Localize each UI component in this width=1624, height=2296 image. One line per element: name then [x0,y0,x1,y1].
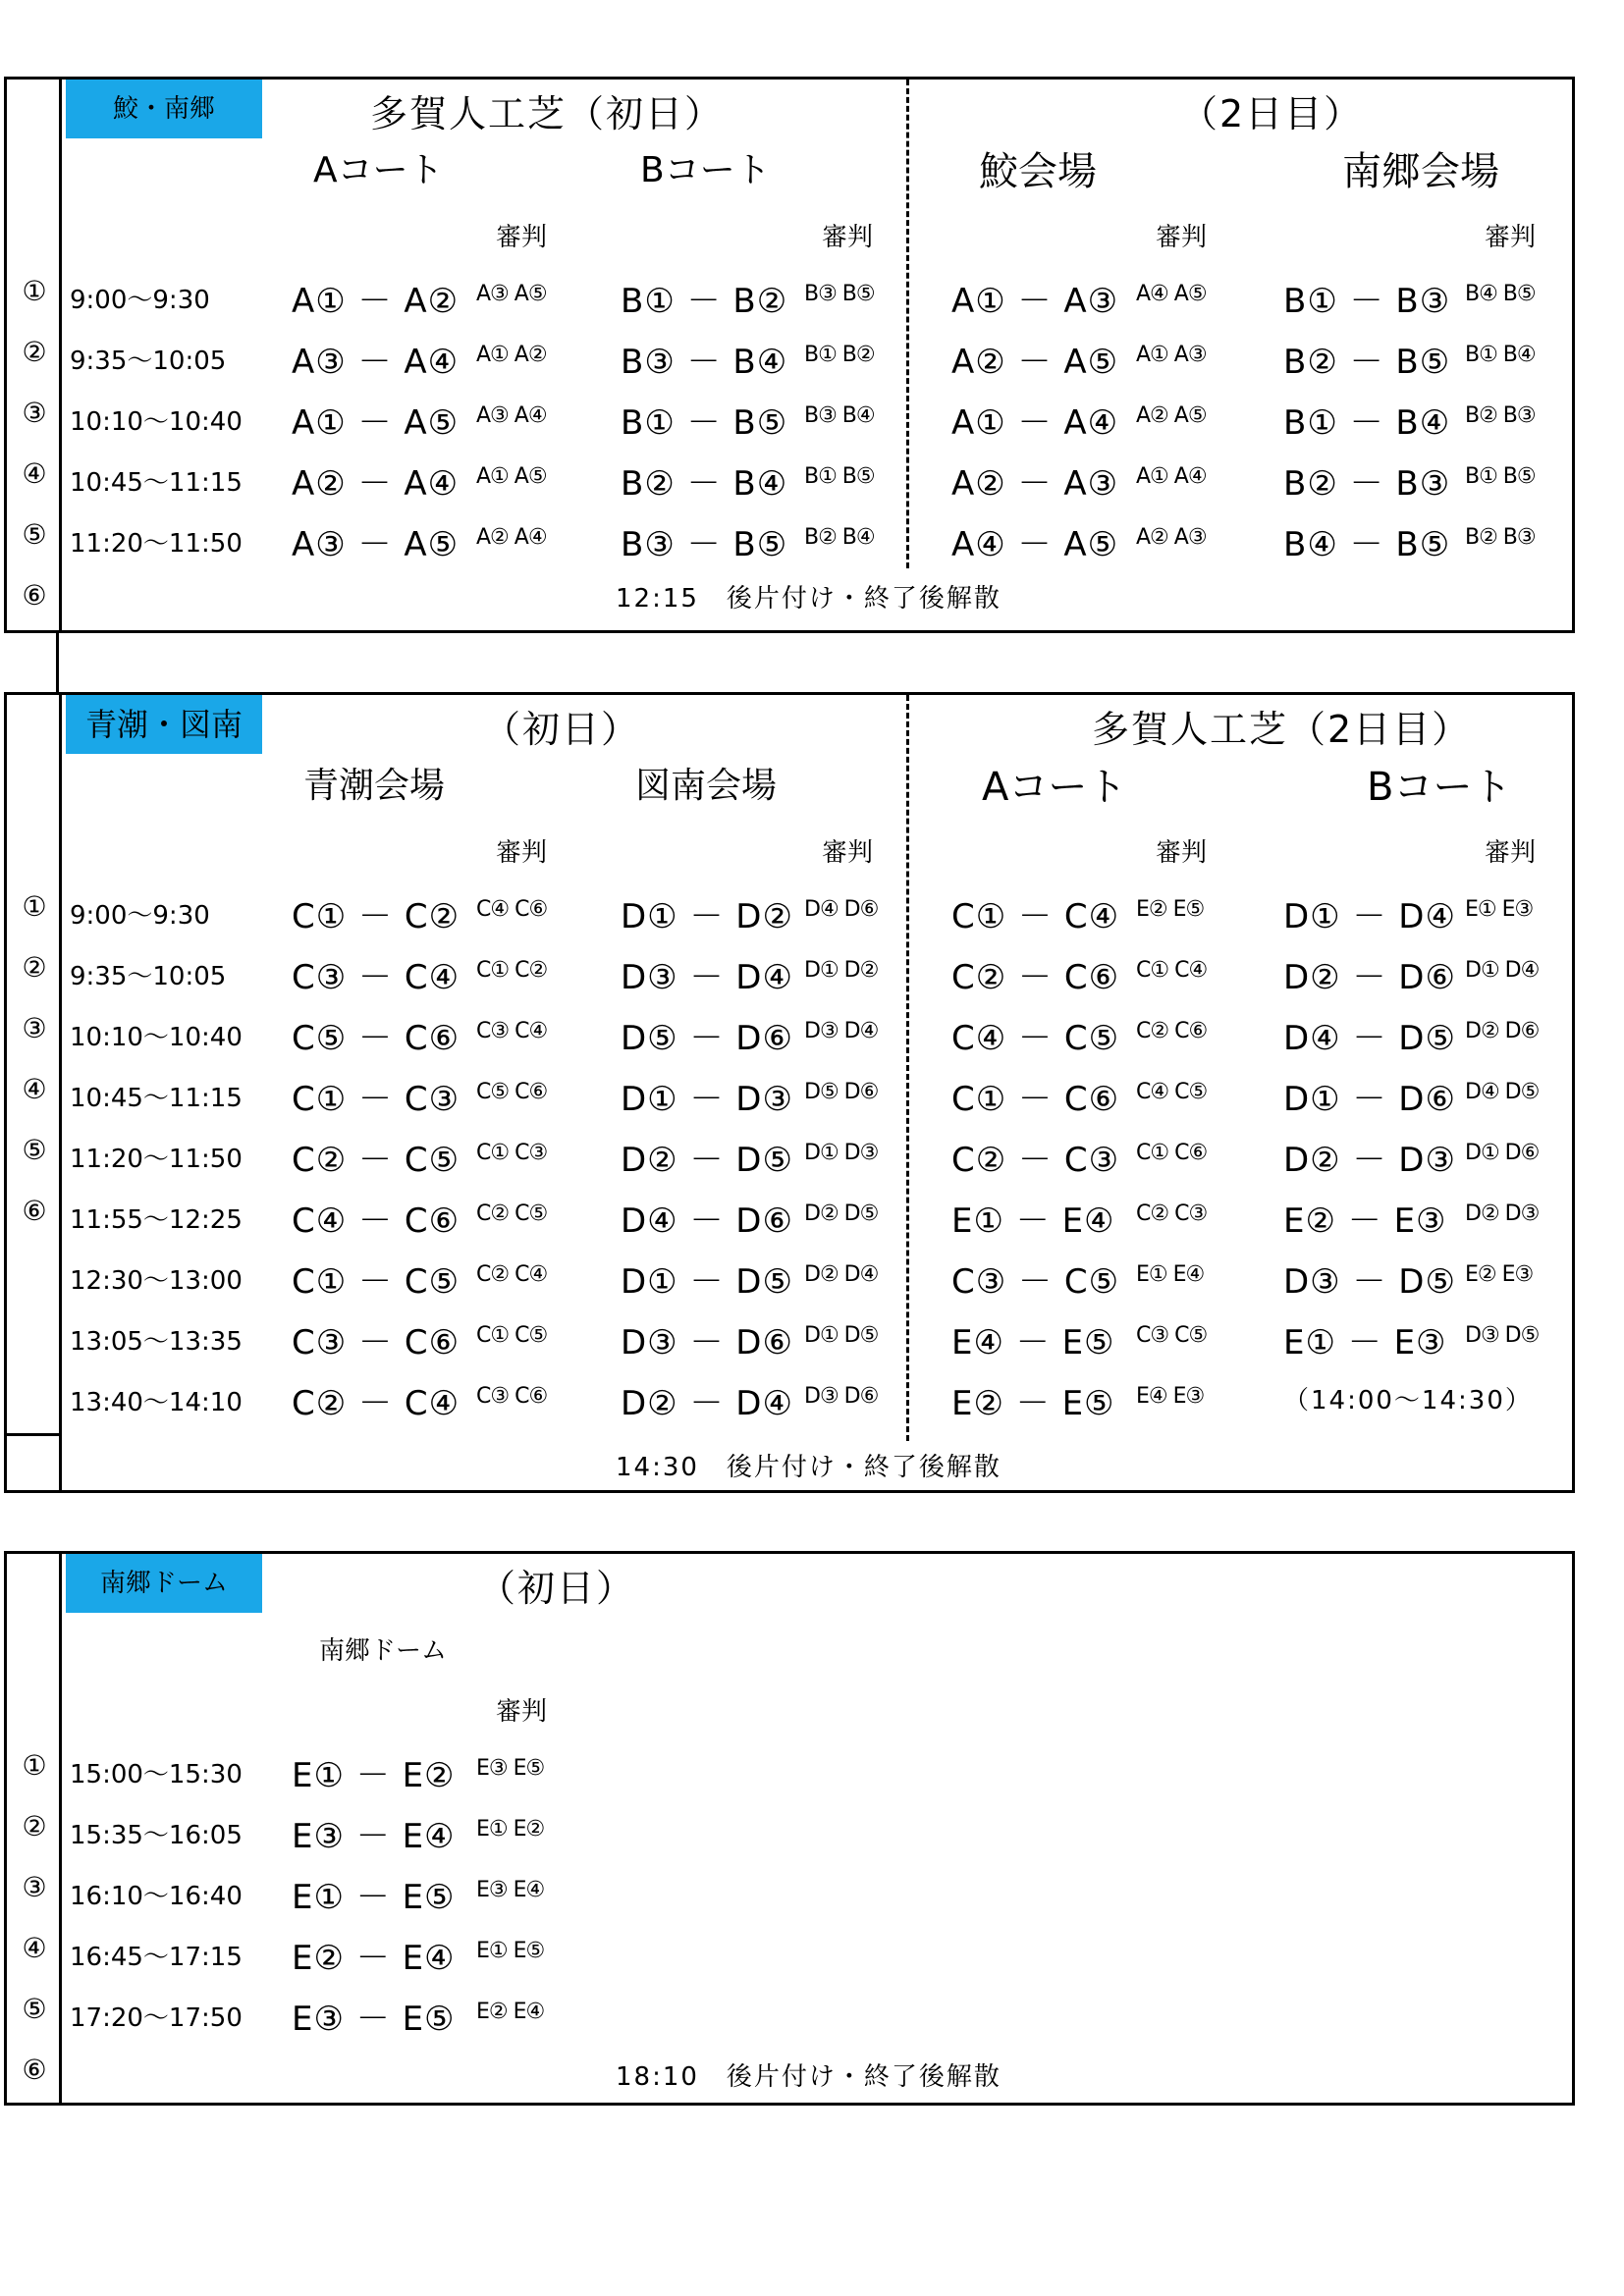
schedule-row [7,1931,1572,1992]
referee-label: 審判 [496,223,548,252]
referees-a: A① A② [476,343,547,367]
time-slot: 13:40～14:10 [70,1388,243,1417]
match-d: B② － B③ [1283,464,1451,504]
match-b: D① － D② [621,897,793,936]
referees-a: A② A④ [476,525,547,550]
time-slot: 17:20～17:50 [70,2003,243,2033]
row-number: ⑥ [22,2054,47,2086]
venue-tag: 南郷ドーム [66,1554,262,1613]
referees-d: B④ B⑤ [1465,282,1536,306]
time-slot: 10:10～10:40 [70,407,243,437]
match-c: C① － C⑥ [951,1080,1120,1119]
venue-tag: 青潮・図南 [66,695,262,754]
schedule-section-section3 [4,1551,1575,2106]
referees-d: D① D④ [1465,958,1540,983]
row-number: ① [22,1749,47,1782]
row-number: ⑤ [22,1993,47,2025]
referees-d: B① B④ [1465,343,1536,367]
referee-label: 審判 [496,838,548,868]
referees-b: B② B④ [804,525,875,550]
match-a: C① － C② [292,897,460,936]
match-c: E② － E⑤ [951,1384,1115,1423]
court-header-a: 南郷ドーム [319,1636,448,1666]
match-a: A② － A④ [292,464,460,504]
schedule-row [7,1870,1572,1931]
schedule-row [7,396,1572,456]
match-b: B③ － B⑤ [621,525,788,564]
referees-c: A① A③ [1136,343,1207,367]
referees-a: C① C② [476,958,548,983]
time-slot: 9:00～9:30 [70,286,210,315]
match-c: C② － C③ [951,1141,1120,1180]
match-a: A① － A② [292,282,460,321]
referees-d: E② E③ [1465,1262,1534,1287]
referees-c: C③ C⑤ [1136,1323,1208,1348]
referees-a: C③ C④ [476,1019,548,1043]
referees-a: A③ A⑤ [476,282,547,306]
schedule-section-section1 [4,77,1575,633]
row-number: ④ [22,457,47,490]
match-a: A③ － A⑤ [292,525,460,564]
referees-b: D② D④ [804,1262,879,1287]
row-number: ⑥ [22,1195,47,1227]
gap-left-column [4,633,59,694]
court-header-c: Aコート [982,765,1127,810]
referees-d: D② D⑥ [1465,1019,1540,1043]
match-b: D⑤ － D⑥ [621,1019,793,1058]
row-number: ④ [22,1932,47,1964]
match-c: A② － A⑤ [951,343,1119,382]
row-number: ⑤ [22,518,47,551]
referees-d: D① D⑥ [1465,1141,1540,1165]
match-a: E② － E④ [292,1939,456,1978]
row-number: ⑥ [22,579,47,612]
referees-c: E④ E③ [1136,1384,1205,1409]
match-c: C② － C⑥ [951,958,1120,997]
time-slot: 11:20～11:50 [70,529,243,559]
match-c: A④ － A⑤ [951,525,1119,564]
match-b: D③ － D④ [621,958,793,997]
schedule-section-section2 [4,692,1575,1493]
match-b: D③ － D⑥ [621,1323,793,1362]
court-header-d: 南郷会場 [1342,149,1499,194]
match-c: C④ － C⑤ [951,1019,1120,1058]
schedule-row [7,950,1572,1011]
schedule-row [7,1315,1572,1376]
time-slot: 11:55～12:25 [70,1205,243,1235]
court-header-b: Bコート [640,150,771,190]
match-d: D② － D③ [1283,1141,1456,1180]
time-slot: 10:10～10:40 [70,1023,243,1052]
match-b: D② － D⑤ [621,1141,793,1180]
match-d: D④ － D⑤ [1283,1019,1456,1058]
court-header-a: Aコート [313,150,444,190]
referees-a: C① C③ [476,1141,548,1165]
dismissal-text: 12:15 後片付け・終了後解散 [616,584,1001,614]
schedule-row [7,274,1572,335]
row-number: ② [22,336,47,368]
time-slot: 9:35～10:05 [70,347,227,376]
day1-title: 多賀人工芝（初日） [370,92,725,135]
match-a: E① － E② [292,1756,456,1795]
match-d: E① － E③ [1283,1323,1447,1362]
referees-a: C① C⑤ [476,1323,548,1348]
referee-label: 審判 [1485,223,1537,252]
match-d: （14:00～14:30） [1283,1386,1533,1415]
referees-c: A① A④ [1136,464,1207,489]
match-a: C① － C③ [292,1080,460,1119]
day2-title: 多賀人工芝（2日目） [1092,708,1472,751]
referees-c: E① E④ [1136,1262,1205,1287]
court-header-a: 青潮会場 [303,766,446,806]
day2-title: （2日目） [1180,92,1364,135]
schedule-row [7,1072,1572,1133]
referees-b: D③ D④ [804,1019,879,1043]
time-slot: 13:05～13:35 [70,1327,243,1357]
referees-a: C④ C⑥ [476,897,548,922]
referee-label: 審判 [1156,223,1208,252]
referees-c: A④ A⑤ [1136,282,1207,306]
referees-c: A② A⑤ [1136,403,1207,428]
match-c: C① － C④ [951,897,1120,936]
schedule-row [7,1376,1572,1437]
row-number: ① [22,890,47,923]
match-a: C⑤ － C⑥ [292,1019,460,1058]
match-b: B③ － B④ [621,343,788,382]
match-d: B① － B④ [1283,403,1451,443]
schedule-row [7,1133,1572,1194]
court-header-c: 鮫会場 [979,149,1097,194]
referees-c: C④ C⑤ [1136,1080,1208,1104]
schedule-row [7,1255,1572,1315]
referees-a: E③ E④ [476,1878,545,1902]
match-d: B② － B⑤ [1283,343,1451,382]
schedule-row [7,517,1572,578]
referees-a: E③ E⑤ [476,1756,545,1781]
time-slot: 15:00～15:30 [70,1760,243,1789]
referees-c: E② E⑤ [1136,897,1205,922]
match-c: A② － A③ [951,464,1119,504]
row-number: ③ [22,397,47,429]
match-a: A① － A⑤ [292,403,460,443]
match-a: E③ － E④ [292,1817,456,1856]
schedule-row [7,1748,1572,1809]
match-b: B① － B⑤ [621,403,788,443]
referees-b: D④ D⑥ [804,897,879,922]
match-a: E① － E⑤ [292,1878,456,1917]
time-slot: 10:45～11:15 [70,1084,243,1113]
referees-a: E① E⑤ [476,1939,545,1963]
referee-label: 審判 [822,838,874,868]
referees-d: E① E③ [1465,897,1534,922]
referees-b: B③ B④ [804,403,875,428]
referees-b: D① D⑤ [804,1323,879,1348]
referees-a: C② C④ [476,1262,548,1287]
match-c: E④ － E⑤ [951,1323,1115,1362]
referees-d: B② B③ [1465,403,1536,428]
match-d: D① － D⑥ [1283,1080,1456,1119]
match-a: C③ － C④ [292,958,460,997]
schedule-row [7,456,1572,517]
match-a: C④ － C⑥ [292,1201,460,1241]
time-slot: 9:00～9:30 [70,901,210,931]
match-d: D② － D⑥ [1283,958,1456,997]
venue-tag: 鮫・南郷 [66,80,262,138]
match-b: B① － B② [621,282,788,321]
referees-a: A③ A④ [476,403,547,428]
referees-b: B③ B⑤ [804,282,875,306]
row-number: ③ [22,1012,47,1044]
court-header-d: Bコート [1367,765,1512,810]
referees-b: D① D② [804,958,879,983]
time-slot: 16:10～16:40 [70,1882,243,1911]
match-a: C③ － C⑥ [292,1323,460,1362]
row-number: ③ [22,1871,47,1903]
referees-d: D④ D⑤ [1465,1080,1540,1104]
referees-c: C① C⑥ [1136,1141,1208,1165]
time-slot: 9:35～10:05 [70,962,227,991]
schedule-row [7,1809,1572,1870]
schedule-row [7,1992,1572,2053]
dismissal-text: 18:10 後片付け・終了後解散 [616,2062,1001,2092]
time-slot: 12:30～13:00 [70,1266,243,1296]
time-slot: 10:45～11:15 [70,468,243,498]
match-d: B① － B③ [1283,282,1451,321]
time-slot: 15:35～16:05 [70,1821,243,1850]
row-number: ⑤ [22,1134,47,1166]
row-number: ① [22,275,47,307]
schedule-row [7,335,1572,396]
referees-a: C⑤ C⑥ [476,1080,548,1104]
schedule-row [7,889,1572,950]
time-slot: 16:45～17:15 [70,1943,243,1972]
referees-b: D① D③ [804,1141,879,1165]
day1-title: （初日） [483,708,641,751]
row-number: ④ [22,1073,47,1105]
referees-b: B① B② [804,343,875,367]
row-number: ② [22,1810,47,1842]
referees-c: C② C③ [1136,1201,1208,1226]
referees-b: D② D⑤ [804,1201,879,1226]
match-b: D② － D④ [621,1384,793,1423]
match-c: E① － E④ [951,1201,1115,1241]
referee-label: 審判 [822,223,874,252]
match-b: D① － D⑤ [621,1262,793,1302]
referees-a: C② C⑤ [476,1201,548,1226]
referees-a: E② E④ [476,2000,545,2024]
day1-title: （初日） [478,1567,636,1610]
referees-b: B① B⑤ [804,464,875,489]
match-d: D① － D④ [1283,897,1456,936]
match-b: D④ － D⑥ [621,1201,793,1241]
schedule-row [7,1194,1572,1255]
match-d: B④ － B⑤ [1283,525,1451,564]
dismissal-text: 14:30 後片付け・終了後解散 [616,1453,1001,1482]
match-d: E② － E③ [1283,1201,1447,1241]
match-d: D③ － D⑤ [1283,1262,1456,1302]
match-c: A① － A④ [951,403,1119,443]
referees-d: B① B⑤ [1465,464,1536,489]
referees-d: D③ D⑤ [1465,1323,1540,1348]
schedule-row [7,1011,1572,1072]
referees-c: A② A③ [1136,525,1207,550]
match-a: A③ － A④ [292,343,460,382]
referees-b: D⑤ D⑥ [804,1080,879,1104]
match-b: B② － B④ [621,464,788,504]
referees-a: E① E② [476,1817,545,1842]
referees-a: A① A⑤ [476,464,547,489]
match-a: C② － C④ [292,1384,460,1423]
match-a: E③ － E⑤ [292,2000,456,2039]
referee-label: 審判 [1485,838,1537,868]
referees-c: C① C④ [1136,958,1208,983]
match-a: C② － C⑤ [292,1141,460,1180]
match-a: C① － C⑤ [292,1262,460,1302]
referees-b: D③ D⑥ [804,1384,879,1409]
time-slot: 11:20～11:50 [70,1145,243,1174]
match-b: D① － D③ [621,1080,793,1119]
match-c: C③ － C⑤ [951,1262,1120,1302]
row-divider [7,1433,62,1436]
match-c: A① － A③ [951,282,1119,321]
referees-d: B② B③ [1465,525,1536,550]
court-header-b: 図南会場 [635,766,778,806]
row-number: ② [22,951,47,984]
referee-label: 審判 [1156,838,1208,868]
referees-d: D② D③ [1465,1201,1540,1226]
referee-label: 審判 [496,1697,548,1727]
referees-c: C② C⑥ [1136,1019,1208,1043]
referees-a: C③ C⑥ [476,1384,548,1409]
